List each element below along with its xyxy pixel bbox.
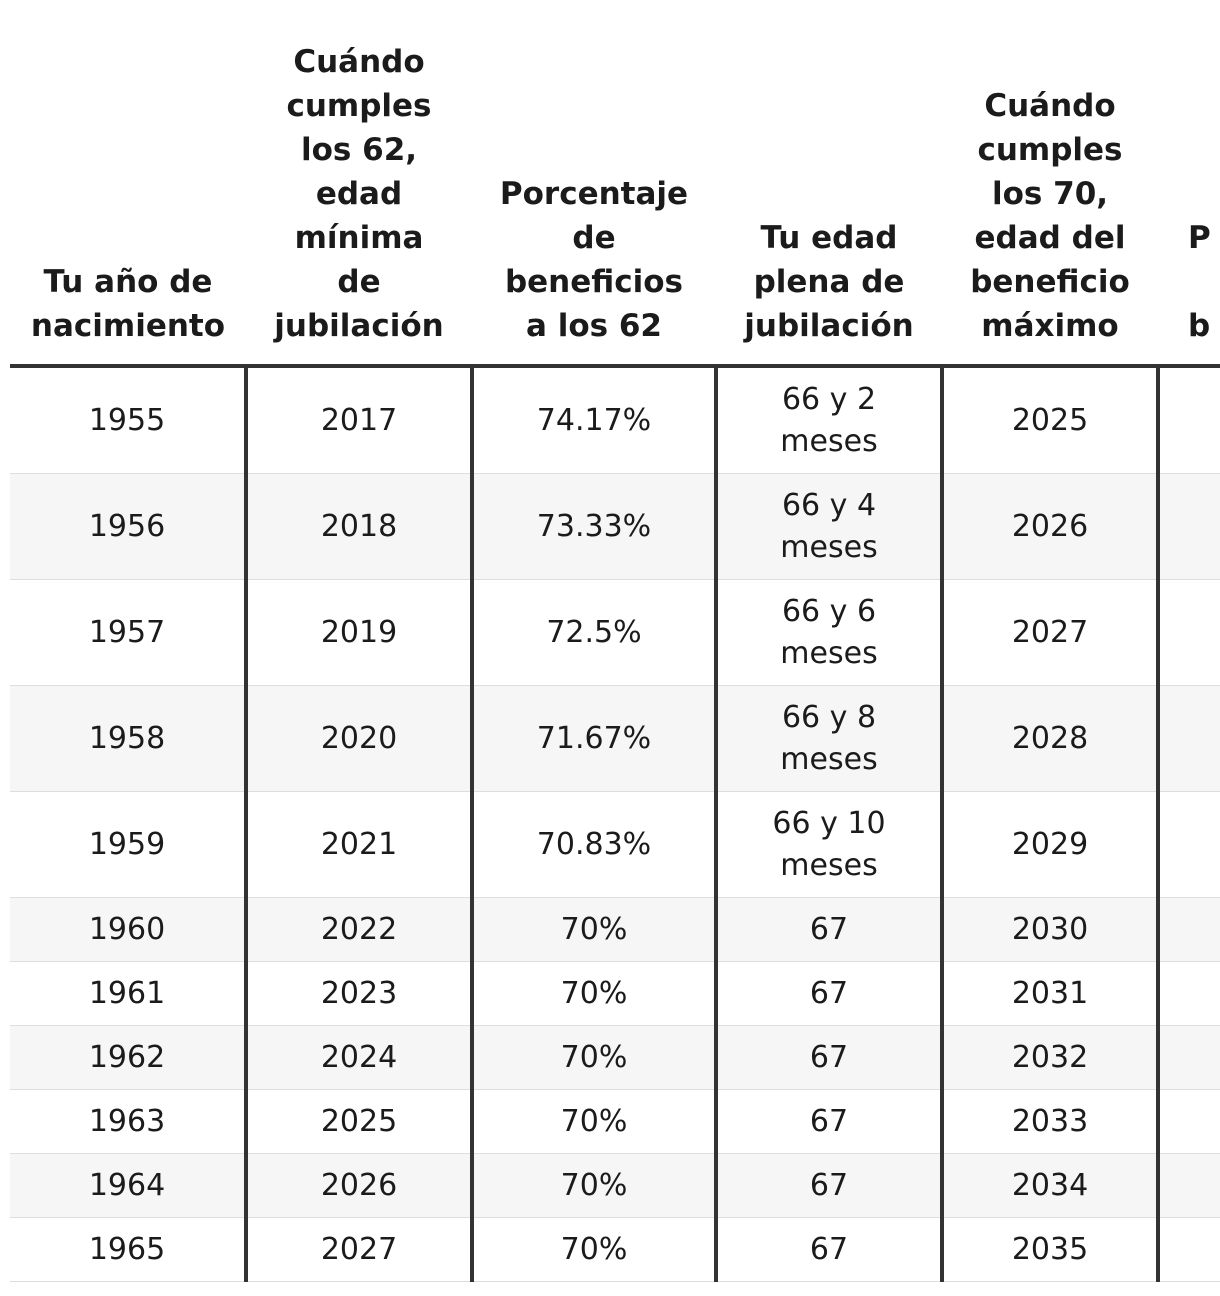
cell-full-retirement-age: [716, 1218, 942, 1282]
cell-age70-year: 2035: [942, 1218, 1158, 1282]
cell-full-retirement-age: [716, 1090, 942, 1154]
cell-age62-year: 2022: [246, 898, 472, 962]
cell-birth-year: 1964: [10, 1154, 246, 1218]
cell-benefit-pct-62: 72.5%: [472, 580, 716, 686]
cell-age62-year: 2024: [246, 1026, 472, 1090]
cell-truncated: [1158, 474, 1220, 580]
cell-age62-year: 2017: [246, 366, 472, 474]
header-age62-year: [246, 40, 472, 366]
cell-truncated: [1158, 1218, 1220, 1282]
header-line: beneficio: [970, 264, 1130, 300]
cell-truncated: [1158, 962, 1220, 1026]
fra-line: 67: [809, 1103, 849, 1139]
header-birth-year: [10, 40, 246, 366]
cell-age62-year: 2025: [246, 1090, 472, 1154]
fra-line: 66 y 8: [781, 699, 877, 735]
fra-line: 66 y 10: [772, 805, 886, 841]
header-line: de: [572, 220, 616, 256]
cell-birth-year: 1957: [10, 580, 246, 686]
header-line: b: [1188, 308, 1211, 344]
header-line: edad: [315, 176, 403, 212]
table-row: [10, 366, 1220, 474]
table-body: [10, 366, 1220, 1282]
header-line: los 62,: [300, 132, 418, 168]
cell-birth-year: 1956: [10, 474, 246, 580]
fra-line: 67: [809, 911, 849, 947]
table-row: [10, 792, 1220, 898]
cell-age70-year: 2027: [942, 580, 1158, 686]
cell-age62-year: 2026: [246, 1154, 472, 1218]
cell-benefit-pct-62: 70%: [472, 1090, 716, 1154]
header-line: jubilación: [274, 308, 444, 344]
fra-line: meses: [780, 741, 878, 777]
header-line: cumples: [977, 132, 1123, 168]
cell-full-retirement-age: [716, 580, 942, 686]
fra-line: meses: [780, 847, 878, 883]
cell-truncated: [1158, 1090, 1220, 1154]
header-line: jubilación: [744, 308, 914, 344]
fra-line: 66 y 4: [781, 487, 877, 523]
fra-line: 66 y 6: [781, 593, 877, 629]
header-line: P: [1188, 220, 1211, 256]
fra-line: meses: [780, 529, 878, 565]
cell-age70-year: 2029: [942, 792, 1158, 898]
header-line: edad del: [974, 220, 1126, 256]
header-line: los 70,: [991, 176, 1109, 212]
table-row: [10, 1218, 1220, 1282]
cell-benefit-pct-62: 71.67%: [472, 686, 716, 792]
retirement-table: [10, 40, 1220, 1282]
header-row: [10, 40, 1220, 366]
cell-birth-year: 1958: [10, 686, 246, 792]
cell-full-retirement-age: [716, 1154, 942, 1218]
table-row: [10, 474, 1220, 580]
cell-age70-year: 2030: [942, 898, 1158, 962]
cell-benefit-pct-62: 70%: [472, 1026, 716, 1090]
table-header: [10, 40, 1220, 366]
cell-full-retirement-age: [716, 792, 942, 898]
table-row: [10, 686, 1220, 792]
cell-age70-year: 2028: [942, 686, 1158, 792]
cell-age62-year: 2019: [246, 580, 472, 686]
cell-full-retirement-age: [716, 1026, 942, 1090]
header-line: Tu año de: [43, 264, 213, 300]
cell-birth-year: 1965: [10, 1218, 246, 1282]
fra-line: meses: [780, 423, 878, 459]
cell-full-retirement-age: [716, 474, 942, 580]
fra-line: 67: [809, 975, 849, 1011]
header-benefit-pct-62: [472, 40, 716, 366]
cell-truncated: [1158, 366, 1220, 474]
table-row: [10, 1026, 1220, 1090]
table-row: [10, 962, 1220, 1026]
cell-benefit-pct-62: 70.83%: [472, 792, 716, 898]
cell-age70-year: 2026: [942, 474, 1158, 580]
header-line: beneficios: [504, 264, 684, 300]
header-line: cumples: [286, 88, 432, 124]
cell-truncated: [1158, 898, 1220, 962]
fra-line: meses: [780, 635, 878, 671]
cell-benefit-pct-62: 73.33%: [472, 474, 716, 580]
header-line: nacimiento: [30, 308, 226, 344]
header-line: Cuándo: [293, 44, 425, 80]
header-line: Cuándo: [984, 88, 1116, 124]
cell-age70-year: 2025: [942, 366, 1158, 474]
cell-birth-year: 1960: [10, 898, 246, 962]
cell-full-retirement-age: [716, 686, 942, 792]
header-line: máximo: [981, 308, 1119, 344]
cell-truncated: [1158, 792, 1220, 898]
cell-birth-year: 1961: [10, 962, 246, 1026]
cell-birth-year: 1959: [10, 792, 246, 898]
header-line: de: [337, 264, 381, 300]
cell-age62-year: 2018: [246, 474, 472, 580]
cell-age70-year: 2032: [942, 1026, 1158, 1090]
table-row: [10, 580, 1220, 686]
header-line: a los 62: [525, 308, 663, 344]
cell-full-retirement-age: [716, 366, 942, 474]
cell-benefit-pct-62: 70%: [472, 962, 716, 1026]
cell-full-retirement-age: [716, 898, 942, 962]
header-full-retirement-age: [716, 40, 942, 366]
cell-age62-year: 2027: [246, 1218, 472, 1282]
cell-truncated: [1158, 1026, 1220, 1090]
header-line: [1188, 260, 1220, 304]
cell-truncated: [1158, 580, 1220, 686]
fra-line: 66 y 2: [781, 381, 877, 417]
fra-line: 67: [809, 1231, 849, 1267]
table-row: [10, 1154, 1220, 1218]
cell-truncated: [1158, 686, 1220, 792]
cell-benefit-pct-62: 70%: [472, 1154, 716, 1218]
header-truncated: [1158, 40, 1220, 366]
cell-birth-year: 1963: [10, 1090, 246, 1154]
cell-age62-year: 2023: [246, 962, 472, 1026]
cell-benefit-pct-62: 74.17%: [472, 366, 716, 474]
cell-truncated: [1158, 1154, 1220, 1218]
cell-benefit-pct-62: 70%: [472, 898, 716, 962]
header-line: plena de: [753, 264, 905, 300]
table-row: [10, 1090, 1220, 1154]
header-line: Porcentaje: [499, 176, 689, 212]
fra-line: 67: [809, 1039, 849, 1075]
cell-full-retirement-age: [716, 962, 942, 1026]
header-line: Tu edad: [760, 220, 898, 256]
cell-birth-year: 1962: [10, 1026, 246, 1090]
cell-age70-year: 2034: [942, 1154, 1158, 1218]
cell-benefit-pct-62: 70%: [472, 1218, 716, 1282]
cell-age70-year: 2031: [942, 962, 1158, 1026]
cell-age62-year: 2021: [246, 792, 472, 898]
header-line: mínima: [294, 220, 424, 256]
cell-age70-year: 2033: [942, 1090, 1158, 1154]
cell-age62-year: 2020: [246, 686, 472, 792]
header-age70-year: [942, 40, 1158, 366]
fra-line: 67: [809, 1167, 849, 1203]
table-row: [10, 898, 1220, 962]
cell-birth-year: 1955: [10, 366, 246, 474]
